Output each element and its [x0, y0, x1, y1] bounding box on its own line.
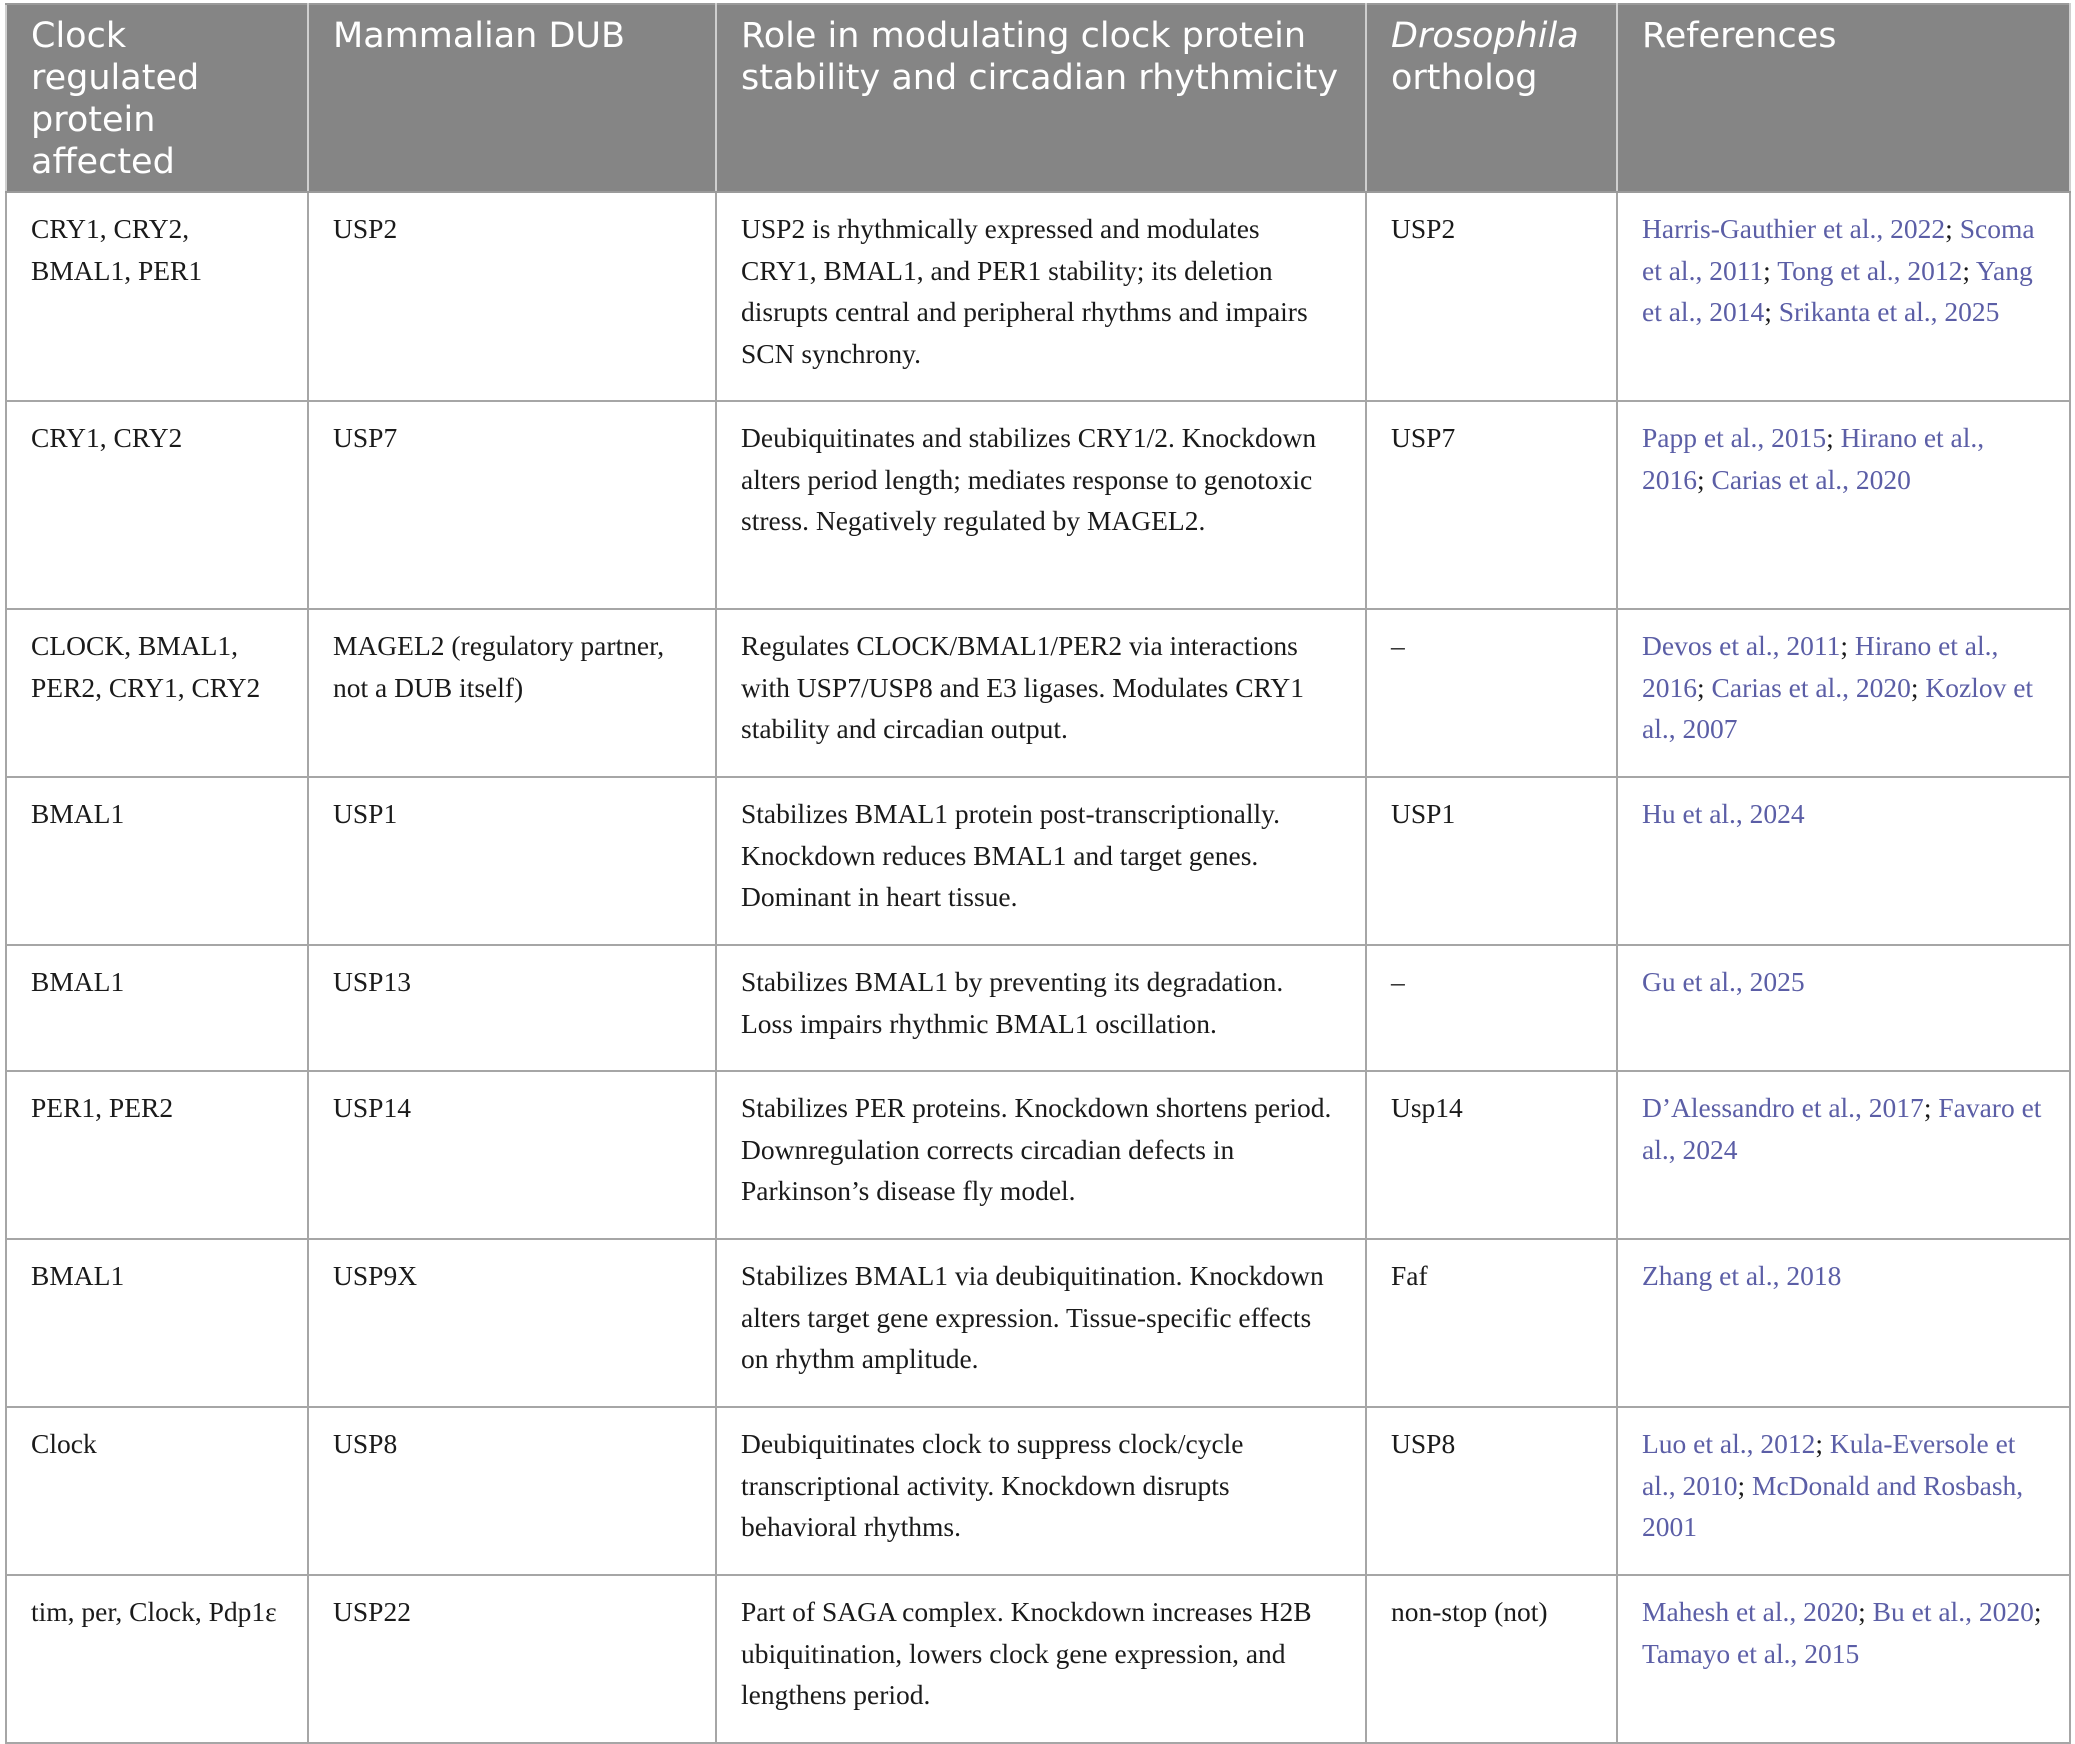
reference-link[interactable]: McDonald and Rosbash, 2001: [1642, 1469, 2024, 1542]
cell-role: Stabilizes BMAL1 by preventing its degradation. Loss impairs rhythmic BMAL1 oscillation.: [716, 945, 1366, 1071]
cell-dub: USP8: [308, 1407, 716, 1575]
reference-link[interactable]: Kozlov et al., 2007: [1642, 671, 2034, 744]
table-row: [6, 1071, 2070, 1239]
cell-role: Regulates CLOCK/BMAL1/PER2 via interactions with USP7/USP8 and E3 ligases. Modulates CRY1 stability and circadian output.: [716, 609, 1366, 777]
reference-link[interactable]: Zhang et al., 2018: [1642, 1260, 1842, 1291]
cell-protein: PER1, PER2: [6, 1071, 308, 1239]
cell-protein: tim, per, Clock, Pdp1ε: [6, 1575, 308, 1743]
cell-role: Stabilizes BMAL1 via deubiquitination. Knockdown alters target gene expression. Tissue-specific effects on rhythm amplitude.: [716, 1239, 1366, 1407]
reference-separator: ;: [1923, 1092, 1932, 1123]
header-references: References: [1617, 4, 2070, 192]
reference-separator: ;: [1858, 1596, 1866, 1627]
cell-references: [1617, 401, 2070, 609]
cell-dub: USP9X: [308, 1239, 716, 1407]
reference-link[interactable]: Luo et al., 2012: [1642, 1428, 1816, 1459]
cell-protein: BMAL1: [6, 945, 308, 1071]
table-row: [6, 609, 2070, 777]
cell-role: Stabilizes BMAL1 protein post-transcriptionally. Knockdown reduces BMAL1 and target genes. Dominant in heart tissue.: [716, 777, 1366, 945]
table-row: [6, 192, 2070, 401]
reference-link[interactable]: Papp et al., 2015: [1642, 422, 1827, 453]
reference-separator: ;: [2033, 1596, 2042, 1627]
cell-protein: CRY1, CRY2, BMAL1, PER1: [6, 192, 308, 401]
cell-references: [1617, 1071, 2070, 1239]
reference-link[interactable]: Hirano et al., 2016: [1642, 630, 1999, 703]
cell-protein: CLOCK, BMAL1, PER2, CRY1, CRY2: [6, 609, 308, 777]
cell-ortholog: –: [1366, 945, 1617, 1071]
reference-separator: ;: [1945, 213, 1953, 244]
cell-ortholog: non-stop (not): [1366, 1575, 1617, 1743]
cell-role: USP2 is rhythmically expressed and modulates CRY1, BMAL1, and PER1 stability; its deletion disrupts central and peripheral rhythms and impairs SCN synchrony.: [716, 192, 1366, 401]
cell-ortholog: Faf: [1366, 1239, 1617, 1407]
reference-link[interactable]: Devos et al., 2011: [1642, 630, 1841, 661]
reference-link[interactable]: Mahesh et al., 2020: [1642, 1596, 1859, 1627]
reference-link[interactable]: D’Alessandro et al., 2017: [1642, 1092, 1924, 1123]
table-row: [6, 1239, 2070, 1407]
cell-role: Part of SAGA complex. Knockdown increases H2B ubiquitination, lowers clock gene expression, and lengthens period.: [716, 1575, 1366, 1743]
cell-references: [1617, 1239, 2070, 1407]
table-body: [6, 192, 2070, 1743]
header-ortholog-rest: ortholog: [1391, 58, 1538, 98]
reference-separator: ;: [1763, 254, 1771, 286]
reference-separator: ;: [1697, 463, 1705, 495]
cell-ortholog: Usp14: [1366, 1071, 1617, 1239]
reference-link[interactable]: Favaro et al., 2024: [1642, 1092, 2042, 1165]
table-row: [6, 945, 2070, 1071]
reference-link[interactable]: Srikanta et al., 2025: [1778, 296, 2000, 327]
reference-link[interactable]: Tong et al., 2012: [1777, 254, 1963, 286]
cell-ortholog: USP8: [1366, 1407, 1617, 1575]
cell-references: [1617, 192, 2070, 401]
cell-protein: CRY1, CRY2: [6, 401, 308, 609]
cell-references: [1617, 945, 2070, 1071]
reference-link[interactable]: Hu et al., 2024: [1642, 798, 1805, 829]
cell-dub: USP22: [308, 1575, 716, 1743]
reference-link[interactable]: Scoma et al., 2011: [1642, 213, 2035, 286]
header-ortholog: [1366, 4, 1617, 192]
cell-ortholog: USP2: [1366, 192, 1617, 401]
reference-separator: ;: [1764, 296, 1772, 327]
cell-dub: USP7: [308, 401, 716, 609]
reference-link[interactable]: Bu et al., 2020: [1872, 1596, 2034, 1627]
table-row: [6, 401, 2070, 609]
table-row: [6, 1407, 2070, 1575]
reference-link[interactable]: Yang et al., 2014: [1642, 254, 2033, 327]
header-protein: Clock regulated protein affected: [6, 4, 308, 192]
reference-separator: ;: [1815, 1428, 1824, 1459]
reference-link[interactable]: Carias et al., 2020: [1711, 671, 1911, 703]
reference-link[interactable]: Carias et al., 2020: [1711, 463, 1911, 495]
cell-references: [1617, 1575, 2070, 1743]
reference-separator: ;: [1910, 671, 1919, 703]
table-row: [6, 777, 2070, 945]
table-row: [6, 1575, 2070, 1743]
cell-ortholog: USP1: [1366, 777, 1617, 945]
reference-link[interactable]: Kula-Eversole et al., 2010: [1642, 1428, 2016, 1501]
cell-dub: USP13: [308, 945, 716, 1071]
header-ortholog-italic: Drosophila: [1391, 16, 1579, 56]
table-header: [6, 4, 2070, 192]
header-dub: Mammalian DUB: [308, 4, 716, 192]
cell-protein: BMAL1: [6, 1239, 308, 1407]
reference-separator: ;: [1737, 1469, 1746, 1501]
cell-ortholog: –: [1366, 609, 1617, 777]
reference-link[interactable]: Harris-Gauthier et al., 2022: [1642, 213, 1946, 244]
cell-protein: BMAL1: [6, 777, 308, 945]
reference-separator: ;: [1697, 671, 1705, 703]
reference-separator: ;: [1840, 630, 1848, 661]
header-role: Role in modulating clock protein stability and circadian rhythmicity: [716, 4, 1366, 192]
cell-dub: USP1: [308, 777, 716, 945]
cell-references: [1617, 609, 2070, 777]
cell-dub: USP14: [308, 1071, 716, 1239]
reference-link[interactable]: Gu et al., 2025: [1642, 966, 1805, 997]
cell-role: Deubiquitinates and stabilizes CRY1/2. Knockdown alters period length; mediates response to genotoxic stress. Negatively regulated by MAGEL2.: [716, 401, 1366, 609]
cell-protein: Clock: [6, 1407, 308, 1575]
cell-dub: MAGEL2 (regulatory partner, not a DUB itself): [308, 609, 716, 777]
cell-references: [1617, 777, 2070, 945]
cell-ortholog: USP7: [1366, 401, 1617, 609]
reference-separator: ;: [1826, 422, 1834, 453]
reference-separator: ;: [1962, 254, 1971, 286]
dub-table: [5, 3, 2071, 1744]
header-row: [6, 4, 2070, 192]
cell-role: Deubiquitinates clock to suppress clock/cycle transcriptional activity. Knockdown disrupts behavioral rhythms.: [716, 1407, 1366, 1575]
reference-link[interactable]: Tamayo et al., 2015: [1642, 1637, 1860, 1669]
cell-dub: USP2: [308, 192, 716, 401]
reference-link[interactable]: Hirano et al., 2016: [1642, 422, 1985, 495]
cell-references: [1617, 1407, 2070, 1575]
cell-role: Stabilizes PER proteins. Knockdown shortens period. Downregulation corrects circadian defects in Parkinson’s disease fly model.: [716, 1071, 1366, 1239]
